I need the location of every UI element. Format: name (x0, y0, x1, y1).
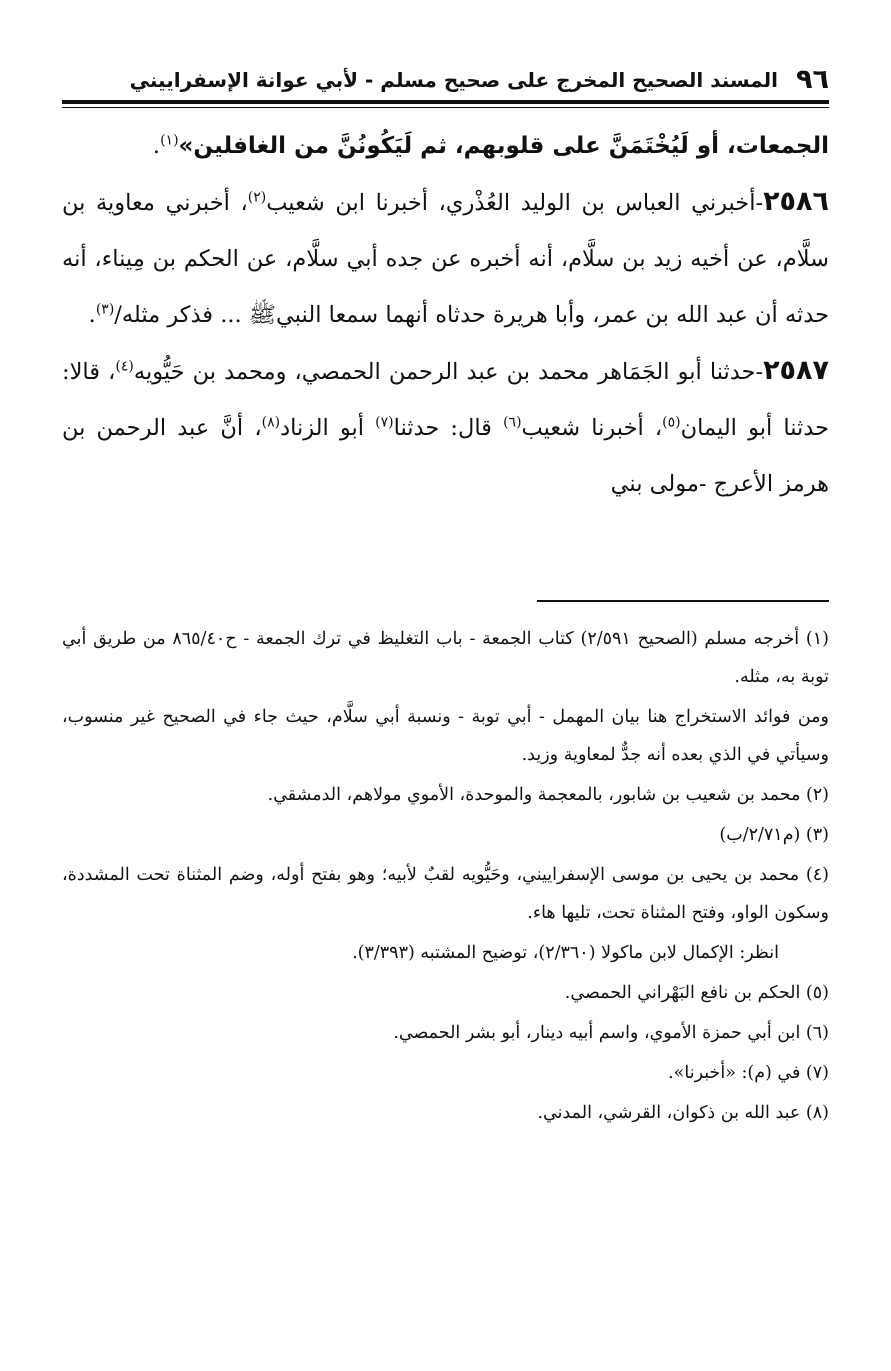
footnote-4: (٤) محمد بن يحيى بن موسى الإسفراييني، وحَيُّويه لقبٌ لأبيه؛ وهو بفتح أوله، وضم المثناة تحت المشددة، وسكون الواو، وفتح المثناة تحت، تليها هاء. (62, 865, 829, 923)
footnote-8: (٨) عبد الله بن ذكوان، القرشي، المدني. (537, 1103, 829, 1123)
footnote-6: (٦) ابن أبي حمزة الأموي، واسم أبيه دينار، أبو بشر الحمصي. (393, 1023, 829, 1043)
running-header (62, 54, 829, 100)
footnote-7: (٧) في (م): «أخبرنا». (668, 1063, 829, 1083)
footnote-ref: (٣) (95, 301, 115, 318)
hadith-text: . (88, 302, 96, 328)
hadith-text: ، أنَّ عبد الرحمن بن هرمز الأعرج -مولى بني (62, 415, 829, 497)
continuation-line (62, 118, 829, 174)
hadith-text: ، أخبرنا شعيب (521, 415, 663, 441)
hadith-number: ٢٥٨٧ (763, 355, 829, 386)
hadith-text: قال: حدثنا (393, 415, 504, 441)
footnote-ref: (١) (160, 132, 179, 149)
footnote-ref: (٨) (261, 414, 281, 431)
footnote-1-note: ومن فوائد الاستخراج هنا بيان المهمل - أبي توبة - ونسبة أبي سلَّام، حيث جاء في الصحيح غير منسوب، وسيأتي في الذي بعده أنه جدٌّ لمعاوية وزيد. (62, 707, 829, 765)
header-rule-thick (62, 100, 829, 104)
footnotes (62, 620, 829, 1134)
bold-hadith-text: الجمعات، أو لَيُخْتَمَنَّ على قلوبهم، ثم لَيَكُونُنَّ من الغافلين» (178, 133, 829, 159)
hadith-2586 (62, 174, 829, 343)
footnote-ref: (٢) (247, 189, 267, 206)
footnote-3: (٣) (م٢/٧١/ب) (719, 825, 829, 845)
main-text (62, 118, 829, 512)
footnote-ref: (٧) (375, 414, 394, 431)
footnote-2: (٢) محمد بن شعيب بن شابور، بالمعجمة والموحدة، الأموي مولاهم، الدمشقي. (267, 785, 829, 805)
footnote-5: (٥) الحكم بن نافع البَهْراني الحمصي. (564, 983, 829, 1003)
footnote-ref: (٤) (115, 358, 134, 375)
hadith-text: أبو الزناد (280, 415, 376, 441)
footnote-4-ref: انظر: الإكمال لابن ماكولا (٢/٣٦٠)، توضيح المشتبه (٣/٣٩٣). (352, 943, 779, 963)
hadith-text: -حدثنا أبو الجَمَاهر محمد بن عبد الرحمن الحمصي، ومحمد بن حَيُّويه (133, 359, 764, 385)
page-number: ٩٦ (796, 64, 829, 95)
hadith-text: -أخبرني العباس بن الوليد العُذْري، أخبرنا ابن شعيب (266, 190, 764, 216)
footnote-1: (١) أخرجه مسلم (الصحيح ٢/٥٩١) كتاب الجمعة - باب التغليظ في ترك الجمعة - ح٨٦٥/٤٠ من طريق أبي توبة به، مثله. (62, 629, 829, 687)
footnote-separator (537, 600, 829, 602)
hadith-number: ٢٥٨٦ (763, 186, 829, 217)
running-title: المسند الصحيح المخرج على صحيح مسلم - لأبي عوانة الإسفراييني (129, 68, 779, 92)
punctuation: . (152, 133, 161, 159)
hadith-text: ، أخبرني معاوية بن سلَّام، عن أخيه زيد بن سلَّام، أنه أخبره عن جده أبي سلَّام، عن الحكم بن مِيناء، أنه حدثه أن عبد الله بن عمر، وأبا هريرة حدثاه أنهما سمعا النبيﷺ ... فذكر مثله/ (62, 190, 829, 328)
header-rule-thin (62, 107, 829, 108)
footnote-ref: (٥) (662, 414, 681, 431)
footnote-ref: (٦) (503, 414, 522, 431)
hadith-text: ، قالا: حدثنا أبو اليمان (62, 359, 829, 441)
hadith-2587 (62, 343, 829, 512)
